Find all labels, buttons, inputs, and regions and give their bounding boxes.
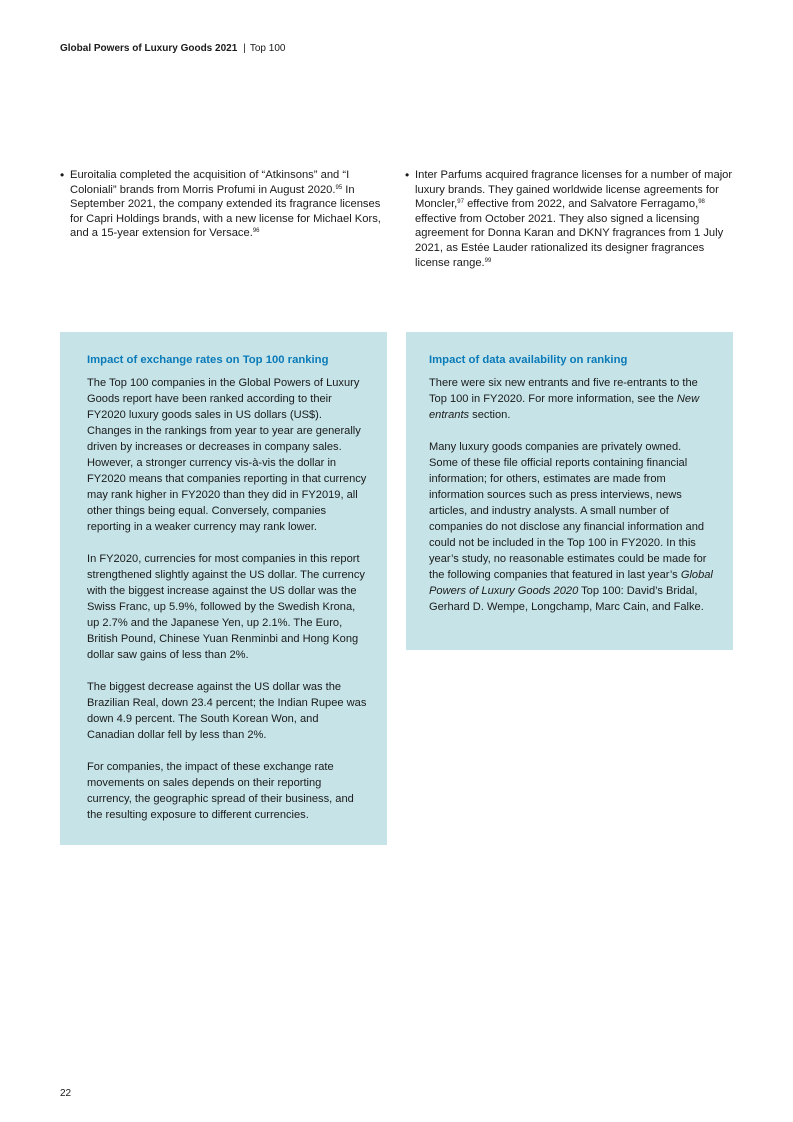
- report-title: Global Powers of Luxury Goods 2021: [60, 43, 238, 54]
- footnote-ref: 98: [698, 199, 705, 206]
- callout-heading: Impact of data availability on ranking: [429, 354, 628, 366]
- data-availability-callout: [406, 332, 733, 650]
- callout-paragraph: There were six new entrants and five re-entrants to the Top 100 in FY2020. For more information, see the New entrants section.: [429, 377, 700, 421]
- callout-paragraph: Many luxury goods companies are privately owned. Some of these file official reports containing financial information; for others, estimates are made from information sources such as press interviews, news articles, and industry analysts. A small number of companies do not disclose any financial information and could not be included in the Top 100 in FY2020. In this year’s study, no reasonable estimates could be made for the following companies that featured in last year’s Global Powers of Luxury Goods 2020 Top 100: David’s Bridal, Gerhard D. Wempe, Longchamp, Marc Cain, and Falke.: [429, 441, 713, 613]
- callout-paragraph: The biggest decrease against the US dollar was the Brazilian Real, down 23.4 percent; the Indian Rupee was down 4.9 percent. The South Korean Won, and Canadian dollar fell by less than 2%.: [87, 681, 367, 741]
- bullet-euroitalia: • Euroitalia completed the acquisition of “Atkinsons” and “I Coloniali” brands from Morris Profumi in August 2020.95 In September 2021, the company extended its fragrance licenses for Capri Holdings brands, with a new license for Michael Kors, and a 15-year extension for Versace.$^{96}$: [60, 168, 390, 241]
- callout-paragraph: The Top 100 companies in the Global Powers of Luxury Goods report have been ranked according to their FY2020 luxury goods sales in US dollars (US$). Changes in the rankings from year to year are generally driven by increases or decreases in company sales. However, a stronger currency vis-à-vis the dollar in FY2020 means that companies reporting in that currency may rank higher in FY2020 than they did in FY2019, all other things being equal. Conversely, companies reporting in a weaker currency may rank lower.: [87, 377, 367, 533]
- bullet-inter-parfums: • Inter Parfums acquired fragrance licenses for a number of major luxury brands. They gained worldwide license agreements for Moncler,$^{97}$ effective from 2022, and Salvatore Ferragamo,$^{98}$ effective from October 2021. They also signed a licensing agreement for Donna Karan and DKNY fragrances from 1 July 2021, as Estée Lauder rationalized its designer fragrances license range.$^{99}$: [405, 168, 735, 270]
- footnote-ref: 95: [335, 184, 343, 191]
- section-label: Top 100: [249, 43, 286, 54]
- page-number: 22: [60, 1088, 72, 1099]
- footnote-ref: 97: [457, 199, 464, 206]
- footnote-ref: 96: [252, 228, 260, 235]
- footnote-ref: 99: [484, 257, 492, 264]
- callout-paragraph: In FY2020, currencies for most companies in this report strengthened slightly against the US dollar. The currency with the biggest increase against the US dollar was the Swiss Franc, up 5.9%, followed by the Swedish Krona, up 2.7% and the Japanese Yen, up 2.1%. The Euro, British Pound, Chinese Yuan Renminbi and Hong Kong dollar saw gains of less than 2%.: [87, 553, 365, 661]
- callout-heading: Impact of exchange rates on Top 100 ranking: [87, 354, 329, 366]
- exchange-rates-callout: [60, 332, 387, 845]
- callout-paragraph: For companies, the impact of these exchange rate movements on sales depends on their reporting currency, the geographic spread of their business, and the resulting exposure to different currencies.: [87, 761, 354, 821]
- running-header: Global Powers of Luxury Goods 2021 | Top 100: [60, 43, 286, 54]
